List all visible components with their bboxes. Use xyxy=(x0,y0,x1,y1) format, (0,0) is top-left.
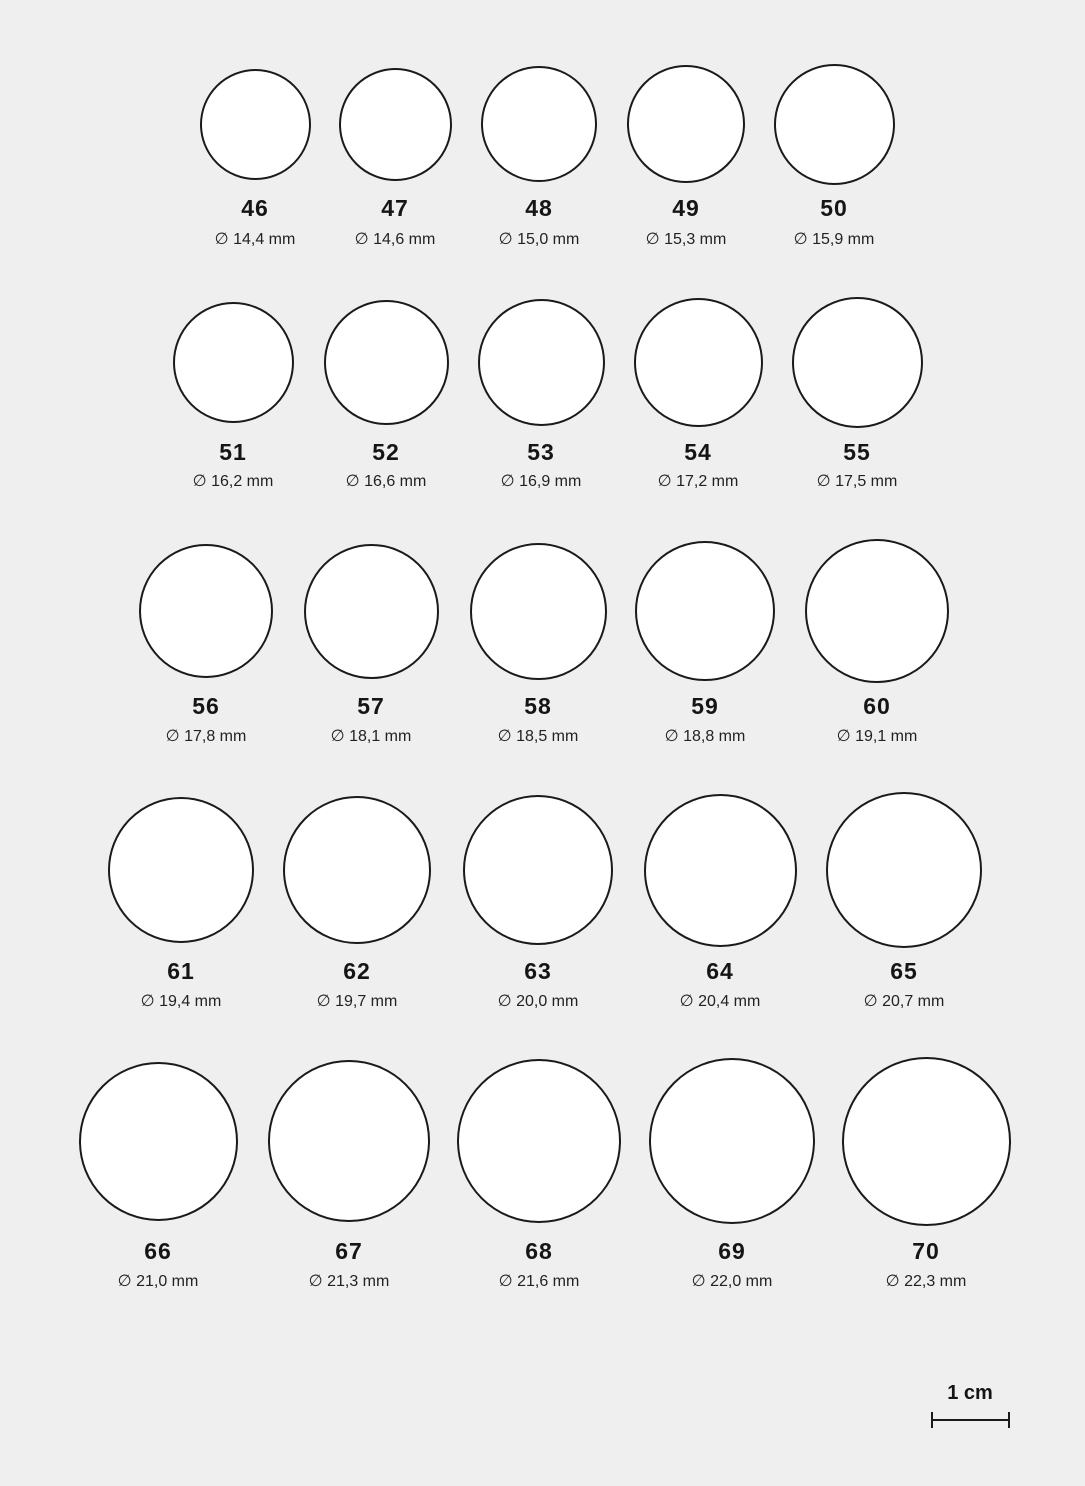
ring-diameter-label: ∅ 20,4 mm xyxy=(679,993,761,1010)
ring-size-label: 49 xyxy=(672,195,700,221)
ring-diameter-label: ∅ 19,7 mm xyxy=(316,993,398,1010)
ring-size-label: 64 xyxy=(706,958,734,984)
ring-circle-68 xyxy=(457,1059,621,1223)
ring-size-label: 59 xyxy=(691,693,719,719)
ring-circle-62 xyxy=(283,796,431,944)
scale-tick-right xyxy=(1008,1412,1010,1428)
ring-circle-61 xyxy=(108,797,254,943)
ring-size-label: 70 xyxy=(912,1238,940,1264)
scale-bar xyxy=(932,1419,1010,1421)
ring-circle-49 xyxy=(627,65,745,183)
ring-diameter-label: ∅ 15,0 mm xyxy=(498,231,580,248)
ring-circle-60 xyxy=(805,539,949,683)
ring-diameter-label: ∅ 14,6 mm xyxy=(354,231,436,248)
ring-circle-59 xyxy=(635,541,775,681)
ring-diameter-label: ∅ 22,0 mm xyxy=(691,1273,773,1290)
ring-circle-46 xyxy=(200,69,311,180)
ring-diameter-label: ∅ 17,2 mm xyxy=(657,473,739,490)
ring-size-label: 63 xyxy=(524,958,552,984)
ring-circle-57 xyxy=(304,544,439,679)
ring-diameter-label: ∅ 19,1 mm xyxy=(836,728,918,745)
ring-diameter-label: ∅ 19,4 mm xyxy=(140,993,222,1010)
ring-circle-69 xyxy=(649,1058,815,1224)
ring-size-label: 54 xyxy=(684,439,712,465)
ring-diameter-label: ∅ 20,0 mm xyxy=(497,993,579,1010)
ring-size-label: 58 xyxy=(524,693,552,719)
ring-size-label: 47 xyxy=(381,195,409,221)
ring-size-label: 57 xyxy=(357,693,385,719)
ring-diameter-label: ∅ 18,5 mm xyxy=(497,728,579,745)
scale-label: 1 cm xyxy=(947,1382,993,1404)
ring-circle-58 xyxy=(470,543,607,680)
ring-circle-54 xyxy=(634,298,763,427)
ring-circle-55 xyxy=(792,297,923,428)
ring-circle-67 xyxy=(268,1060,430,1222)
ring-size-label: 61 xyxy=(167,958,195,984)
ring-circle-51 xyxy=(173,302,294,423)
scale-tick-left xyxy=(931,1412,933,1428)
ring-size-label: 68 xyxy=(525,1238,553,1264)
ring-circle-50 xyxy=(774,64,895,185)
ring-diameter-label: ∅ 17,5 mm xyxy=(816,473,898,490)
ring-circle-53 xyxy=(478,299,605,426)
ring-diameter-label: ∅ 21,0 mm xyxy=(117,1273,199,1290)
ring-diameter-label: ∅ 22,3 mm xyxy=(885,1273,967,1290)
ring-diameter-label: ∅ 16,6 mm xyxy=(345,473,427,490)
ring-size-label: 48 xyxy=(525,195,553,221)
ring-circle-64 xyxy=(644,794,797,947)
ring-diameter-label: ∅ 18,1 mm xyxy=(330,728,412,745)
ring-diameter-label: ∅ 21,3 mm xyxy=(308,1273,390,1290)
ring-size-label: 50 xyxy=(820,195,848,221)
ring-diameter-label: ∅ 16,9 mm xyxy=(500,473,582,490)
ring-circle-48 xyxy=(481,66,597,182)
ring-size-label: 62 xyxy=(343,958,371,984)
ring-circle-52 xyxy=(324,300,449,425)
ring-size-label: 52 xyxy=(372,439,400,465)
ring-diameter-label: ∅ 15,9 mm xyxy=(793,231,875,248)
ring-diameter-label: ∅ 21,6 mm xyxy=(498,1273,580,1290)
ring-circle-47 xyxy=(339,68,452,181)
ring-size-label: 69 xyxy=(718,1238,746,1264)
ring-circle-63 xyxy=(463,795,613,945)
ring-diameter-label: ∅ 15,3 mm xyxy=(645,231,727,248)
ring-size-label: 66 xyxy=(144,1238,172,1264)
ring-circle-70 xyxy=(842,1057,1011,1226)
ring-diameter-label: ∅ 16,2 mm xyxy=(192,473,274,490)
ring-circle-66 xyxy=(79,1062,238,1221)
ring-diameter-label: ∅ 17,8 mm xyxy=(165,728,247,745)
ring-size-label: 51 xyxy=(219,439,247,465)
ring-diameter-label: ∅ 14,4 mm xyxy=(214,231,296,248)
ring-size-label: 55 xyxy=(843,439,871,465)
ring-size-label: 46 xyxy=(241,195,269,221)
ring-size-label: 53 xyxy=(527,439,555,465)
ring-circle-65 xyxy=(826,792,982,948)
ring-size-label: 60 xyxy=(863,693,891,719)
ring-size-label: 56 xyxy=(192,693,220,719)
ring-size-label: 67 xyxy=(335,1238,363,1264)
ring-size-label: 65 xyxy=(890,958,918,984)
ring-circle-56 xyxy=(139,544,273,678)
ring-diameter-label: ∅ 20,7 mm xyxy=(863,993,945,1010)
ring-diameter-label: ∅ 18,8 mm xyxy=(664,728,746,745)
